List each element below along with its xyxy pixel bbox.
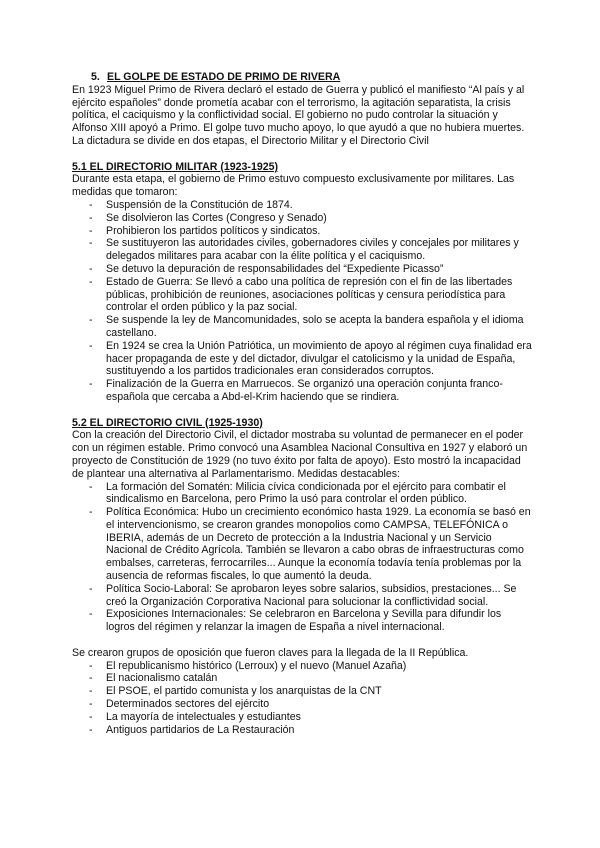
document-page	[72, 71, 532, 736]
page-title	[72, 71, 532, 84]
list-item: - Finalización de la Guerra en Marruecos. Se organizó una operación conjunta franco-española que cercaba a Abd-el-Krim haciendo que se rindiera.	[72, 378, 532, 404]
intro-paragraph: En 1923 Miguel Primo de Rivera declaró el estado de Guerra y publicó el manifiesto “Al país y al ejército españoles” donde prometía acabar con el terrorismo, la agitación separatista, la crisis política, el caciquismo y la conflictividad social. El gobierno no pudo controlar la situación y Alfonso XIII apoyó a Primo. El golpe tuvo mucho apoyo, lo que ayudó a que no hubiera muertes. La dictadura se divide en dos etapas, el Directorio Militar y el Directorio Civil	[72, 83, 525, 147]
section-intro-directorio-militar: Durante esta etapa, el gobierno de Primo estuvo compuesto exclusivamente por militares. Las medidas que tomaron:	[72, 173, 515, 199]
list-item: - El nacionalismo catalán	[72, 672, 532, 685]
list-item: - Se suspende la ley de Mancomunidades, solo se acepta la bandera española y el idioma castellano.	[72, 314, 532, 340]
list-item: - Se disolvieron las Cortes (Congreso y Senado)	[72, 212, 532, 225]
list-item: - Se sustituyeron las autoridades civiles, gobernadores civiles y concejales por militares y delegados militares para acabar con la élite política y el caciquismo.	[72, 237, 532, 263]
list-item: - El PSOE, el partido comunista y los anarquistas de la CNT	[72, 685, 532, 698]
list-item: - Estado de Guerra: Se llevó a cabo una política de represión con el fin de las libertades públicas, prohibición de reuniones, asociaciones políticas y censura periodística para controlar el orden público y la paz social.	[72, 276, 532, 314]
section-heading-directorio-civil: 5.2 EL DIRECTORIO CIVIL (1925-1930)	[72, 416, 263, 429]
list-item: - Antiguos partidarios de La Restauración	[72, 724, 532, 737]
list-directorio-militar	[72, 199, 532, 404]
title-text: EL GOLPE DE ESTADO DE PRIMO DE RIVERA	[107, 71, 341, 83]
list-opposition	[72, 660, 532, 737]
list-item: - La formación del Somatén: Milicia cívica condicionada por el ejército para combatir el sindicalismo en Barcelona, pero Primo la usó para controlar el orden público.	[72, 481, 532, 507]
list-item: - Determinados sectores del ejército	[72, 698, 532, 711]
list-item: - Suspensión de la Constitución de 1874.	[72, 199, 532, 212]
list-item: - Exposiciones Internacionales: Se celebraron en Barcelona y Sevilla para difundir los logros del régimen y relanzar la imagen de España a nivel internacional.	[72, 608, 532, 634]
list-directorio-civil	[72, 481, 532, 635]
list-item: - La mayoría de intelectuales y estudiantes	[72, 711, 532, 724]
spacer	[72, 634, 532, 647]
section-intro-directorio-civil: Con la creación del Directorio Civil, el dictador mostraba su voluntad de permanecer en el poder con un régimen estable. Primo convocó una Asamblea Nacional Consultiva en 1927 y elaboró un proyecto de Constitución de 1929 (no tuvo éxito por falta de apoyo). Esto mostró la incapacidad de plantear una alternativa al Parlamentarismo. Medidas destacables:	[72, 429, 528, 480]
title-number: 5.	[91, 71, 100, 83]
list-item: - Política Socio-Laboral: Se aprobaron leyes sobre salarios, subsidios, prestaciones... Se creó la Organización Corporativa Nacional para solucionar la conflictividad social.	[72, 583, 532, 609]
list-item: - Se detuvo la depuración de responsabilidades del “Expediente Picasso”	[72, 263, 532, 276]
list-item: - El republicanismo histórico (Lerroux) y el nuevo (Manuel Azaña)	[72, 660, 532, 673]
opposition-intro: Se crearon grupos de oposición que fueron claves para la llegada de la II República.	[72, 646, 469, 659]
section-heading-directorio-militar: 5.1 EL DIRECTORIO MILITAR (1923-1925)	[72, 160, 279, 173]
list-item: - En 1924 se crea la Unión Patriótica, un movimiento de apoyo al régimen cuya finalidad era hacer propaganda de este y del dictador, divulgar el catolicismo y la unidad de España, sustituyendo a los partidos tradicionales eran considerados corruptos.	[72, 340, 532, 378]
list-item: - Política Económica: Hubo un crecimiento económico hasta 1929. La economía se basó en el intervencionismo, se crearon grandes monopolios como CAMPSA, TELEFÓNICA o IBERIA, además de un Decreto de protección a la Industria Nacional y un Servicio Nacional de Crédito Agrícola. También se llevaron a cabo obras de infraestructuras como embalses, carreteras, ferrocarriles... Aunque la economía todavía tenía problemas por la ausencia de reformas fiscales, lo que aumentó la deuda.	[72, 506, 532, 583]
list-item: - Prohibieron los partidos políticos y sindicatos.	[72, 225, 532, 238]
